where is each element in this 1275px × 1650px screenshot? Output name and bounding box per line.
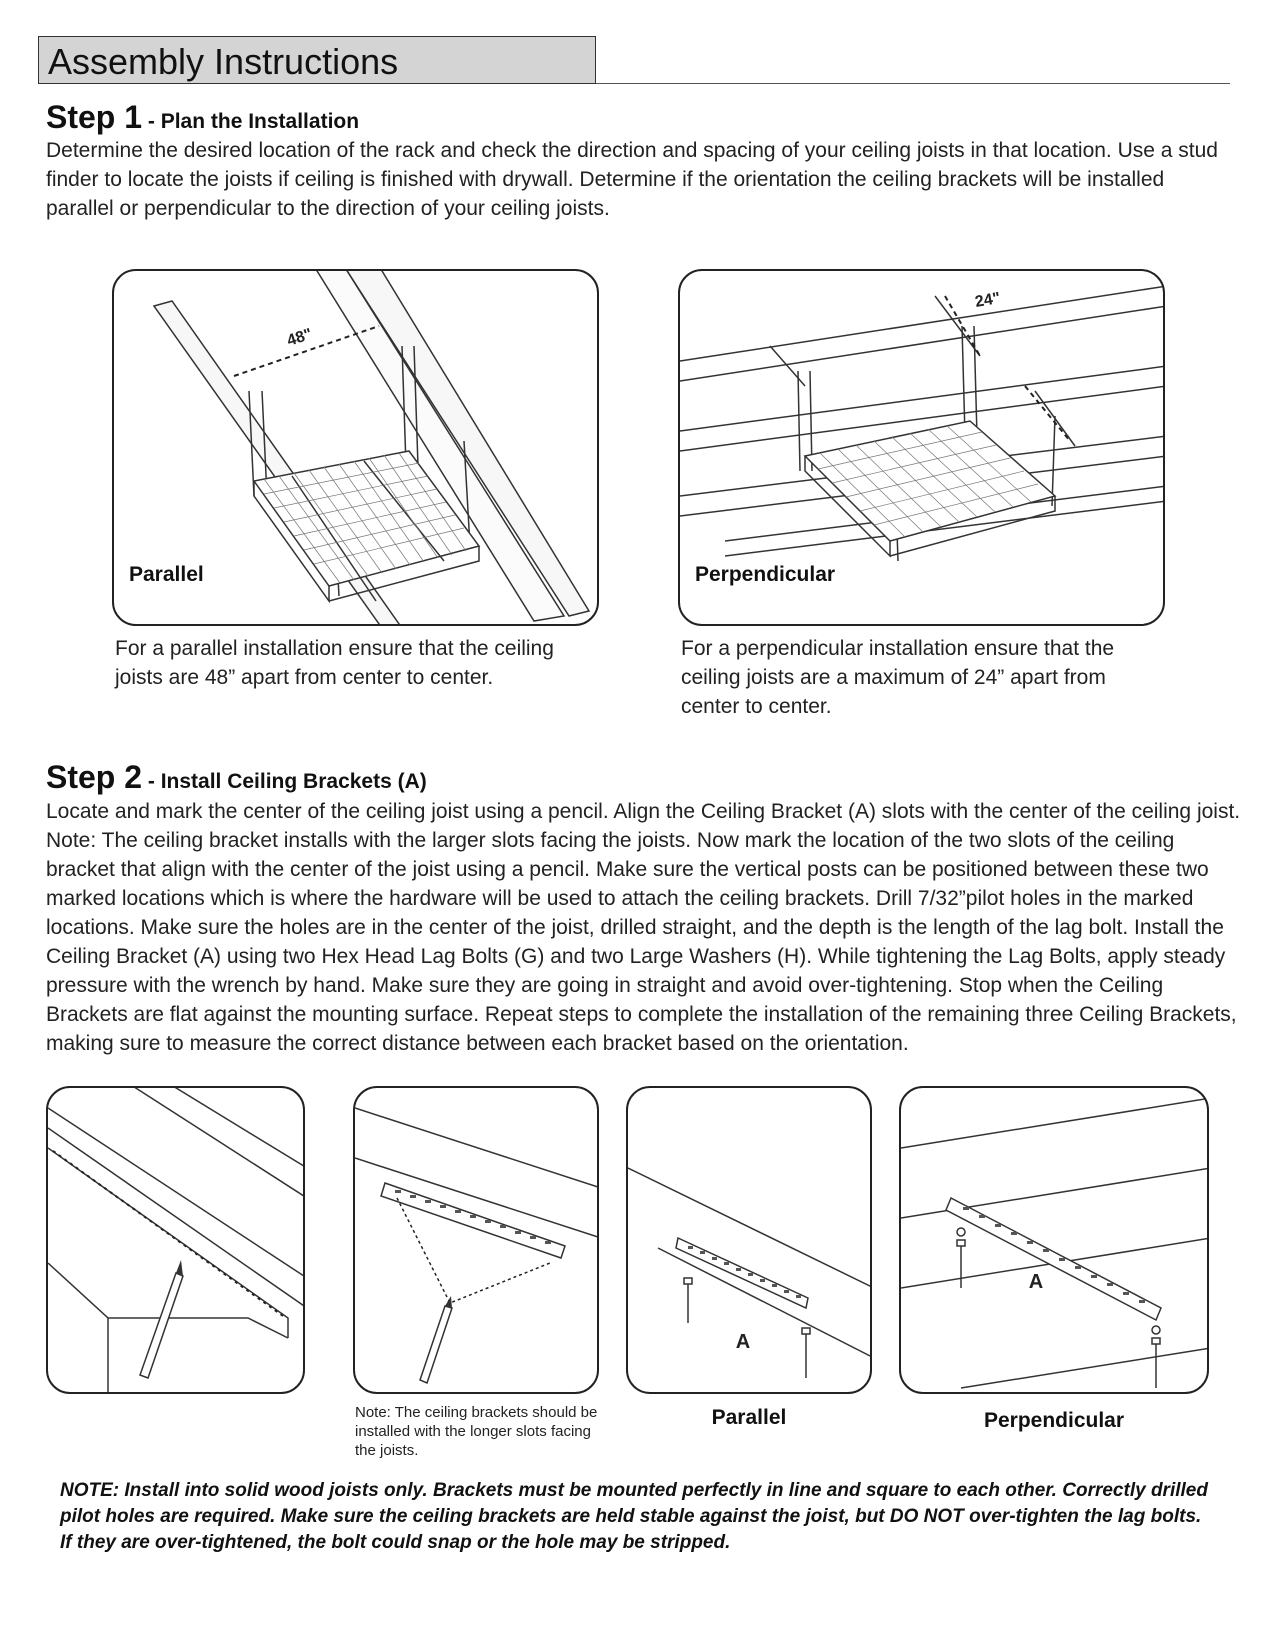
lag-bolt-icon	[957, 1228, 1160, 1388]
dimension-line-right	[1025, 386, 1070, 441]
perpendicular-caption: For a perpendicular installation ensure that the ceiling joists are a maximum of 24” apart from center to center.	[681, 637, 1115, 718]
pencil-icon	[140, 1260, 183, 1378]
parallel-bracket-label: Parallel	[711, 1406, 787, 1429]
footer-note: NOTE: Install into solid wood joists only. Brackets must be mounted perfectly in line and square to each other. Correctly drilled pilot holes are required. Make sure the ceiling brackets are held stable against the joist, but DO NOT over-tighten the lag bolts. If they are over-tightened, the bolt could snap or the hole may be stripped.	[60, 1480, 1208, 1553]
parallel-figure	[112, 269, 599, 626]
marking-slots-figure	[353, 1086, 599, 1394]
step2-heading	[46, 758, 427, 801]
header-rule	[596, 83, 1230, 84]
parallel-bracket-figure	[626, 1086, 872, 1394]
part-a-label: A	[1028, 1271, 1044, 1293]
step1-body: Determine the desired location of the rack and check the direction and spacing of your ceiling joists in that location. Use a stud finder to locate the joists if ceiling is finished with drywall. Determine if the orientation the ceiling brackets will be installed parallel or perpendicular to the direction of your ceiling joists.	[46, 139, 1218, 220]
parallel-bracket-illustration	[628, 1088, 872, 1394]
step2-label: Step 2	[46, 759, 143, 795]
part-a-label: A	[735, 1331, 751, 1353]
page-title: Assembly Instructions	[48, 41, 399, 82]
dimension-24: 24"	[973, 289, 1002, 311]
joist-pencil-illustration	[48, 1088, 305, 1394]
slots-note: Note: The ceiling brackets should be installed with the longer slots facing the joists.	[355, 1404, 598, 1459]
pencil-icon	[420, 1296, 452, 1383]
step1-heading	[46, 98, 359, 141]
step2-body: Locate and mark the center of the ceiling joist using a pencil. Align the Ceiling Bracket (A) slots with the center of the ceiling joist. Note: The ceiling bracket installs with the larger slots facing the joists. Now mark the location of the two slots of the ceiling bracket that align with the center of the joist using a pencil. Make sure the vertical posts can be positioned between these two marked locations which is where the hardware will be used to attach the ceiling brackets. Drill 7/32”pilot holes in the marked locations. Make sure the holes are in the center of the joist, drilled straight, and the depth is the length of the lag bolt. Install the Ceiling Bracket (A) using two Hex Head Lag Bolts (G) and two Large Washers (H). While tightening the Lag Bolts, apply steady pressure with the wrench by hand. Make sure they are going in straight and avoid over-tightening. Stop when the Ceiling Brackets are flat against the mounting surface. Repeat steps to complete the installation of the remaining three Ceiling Brackets, making sure to measure the correct distance between each bracket based on the orientation.	[46, 800, 1241, 1055]
pencil-marking-figure	[46, 1086, 305, 1394]
perpendicular-figure	[678, 269, 1165, 626]
perpendicular-bracket-figure	[899, 1086, 1209, 1394]
parallel-label: Parallel	[129, 563, 204, 586]
perpendicular-bracket-label: Perpendicular	[983, 1409, 1125, 1432]
parallel-caption: For a parallel installation ensure that the ceiling joists are 48” apart from center to center.	[115, 637, 554, 689]
perpendicular-bracket-illustration	[901, 1088, 1209, 1394]
perpendicular-label: Perpendicular	[695, 563, 836, 586]
step1-label: Step 1	[46, 99, 143, 135]
step2-subtitle: - Install Ceiling Brackets (A)	[142, 770, 427, 793]
step1-subtitle: - Plan the Installation	[142, 110, 360, 133]
bracket-slots-illustration	[355, 1088, 599, 1394]
dimension-48: 48"	[284, 325, 315, 350]
